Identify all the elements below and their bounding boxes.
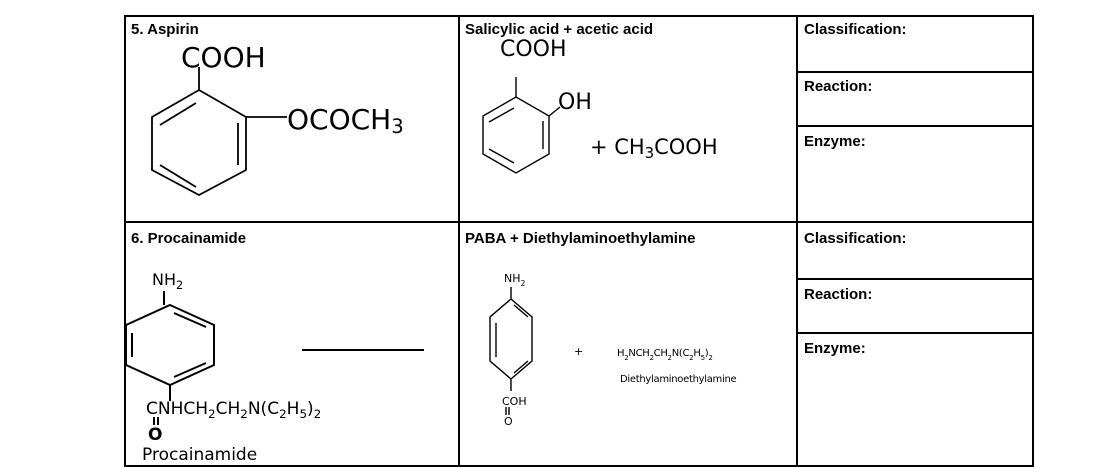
diethylaminoethylamine-caption: Diethylaminoethylamine: [620, 374, 737, 385]
procainamide-caption: Procainamide: [142, 445, 258, 465]
salicylic-oh-label: OH: [558, 90, 592, 115]
paba-structure: [476, 285, 566, 445]
procainamide-chain-label: $CNHCH_2CH_2N(C_2H_5)_2$: [146, 399, 322, 421]
enzyme-label: Enzyme:: [804, 133, 866, 150]
classification-label: Classification:: [804, 21, 907, 38]
reaction-divider-1: [796, 125, 1034, 127]
row-divider: [124, 221, 1034, 223]
salicylic-cooh-label: COOH: [500, 37, 567, 62]
precursors-title-2: PABA + Diethylaminoethylamine: [465, 230, 696, 247]
drug-title: 5. Aspirin: [131, 21, 199, 38]
classification-divider-2: [796, 278, 1034, 280]
drug-synthesis-table: [124, 15, 1034, 467]
column-divider-2: [796, 15, 798, 467]
acetic-acid-formula: + $CH_3COOH$: [590, 135, 718, 162]
salicylic-acid-structure: [474, 55, 594, 195]
aspirin-cooh-label: COOH: [181, 41, 266, 74]
procainamide-carbonyl-o: O: [148, 425, 163, 445]
column-divider-1: [458, 15, 460, 467]
aspirin-ester-label: $OCOCH_3$: [287, 103, 404, 138]
aspirin-structure: [124, 15, 324, 205]
diethylaminoethylamine-formula: $H_2NCH_2CH_2N(C_2H_5)_2$: [617, 348, 713, 362]
procainamide-structure: [124, 265, 444, 455]
table-border-right: [1032, 15, 1034, 467]
reaction-divider-2: [796, 332, 1034, 334]
paba-carbonyl-o: O: [504, 415, 513, 428]
precursors-title: Salicylic acid + acetic acid: [465, 21, 654, 38]
reaction-label-2: Reaction:: [804, 286, 873, 303]
drug-title-2: 6. Procainamide: [131, 230, 247, 247]
reaction-label: Reaction:: [804, 78, 873, 95]
procainamide-amine-label: $NH_2$: [152, 270, 184, 292]
paba-acid-label: COH: [502, 395, 527, 408]
enzyme-label-2: Enzyme:: [804, 340, 866, 357]
classification-divider-1: [796, 71, 1034, 73]
plus-sign: +: [574, 345, 584, 358]
classification-label-2: Classification:: [804, 230, 907, 247]
paba-amine-label: $NH_2$: [504, 272, 526, 288]
